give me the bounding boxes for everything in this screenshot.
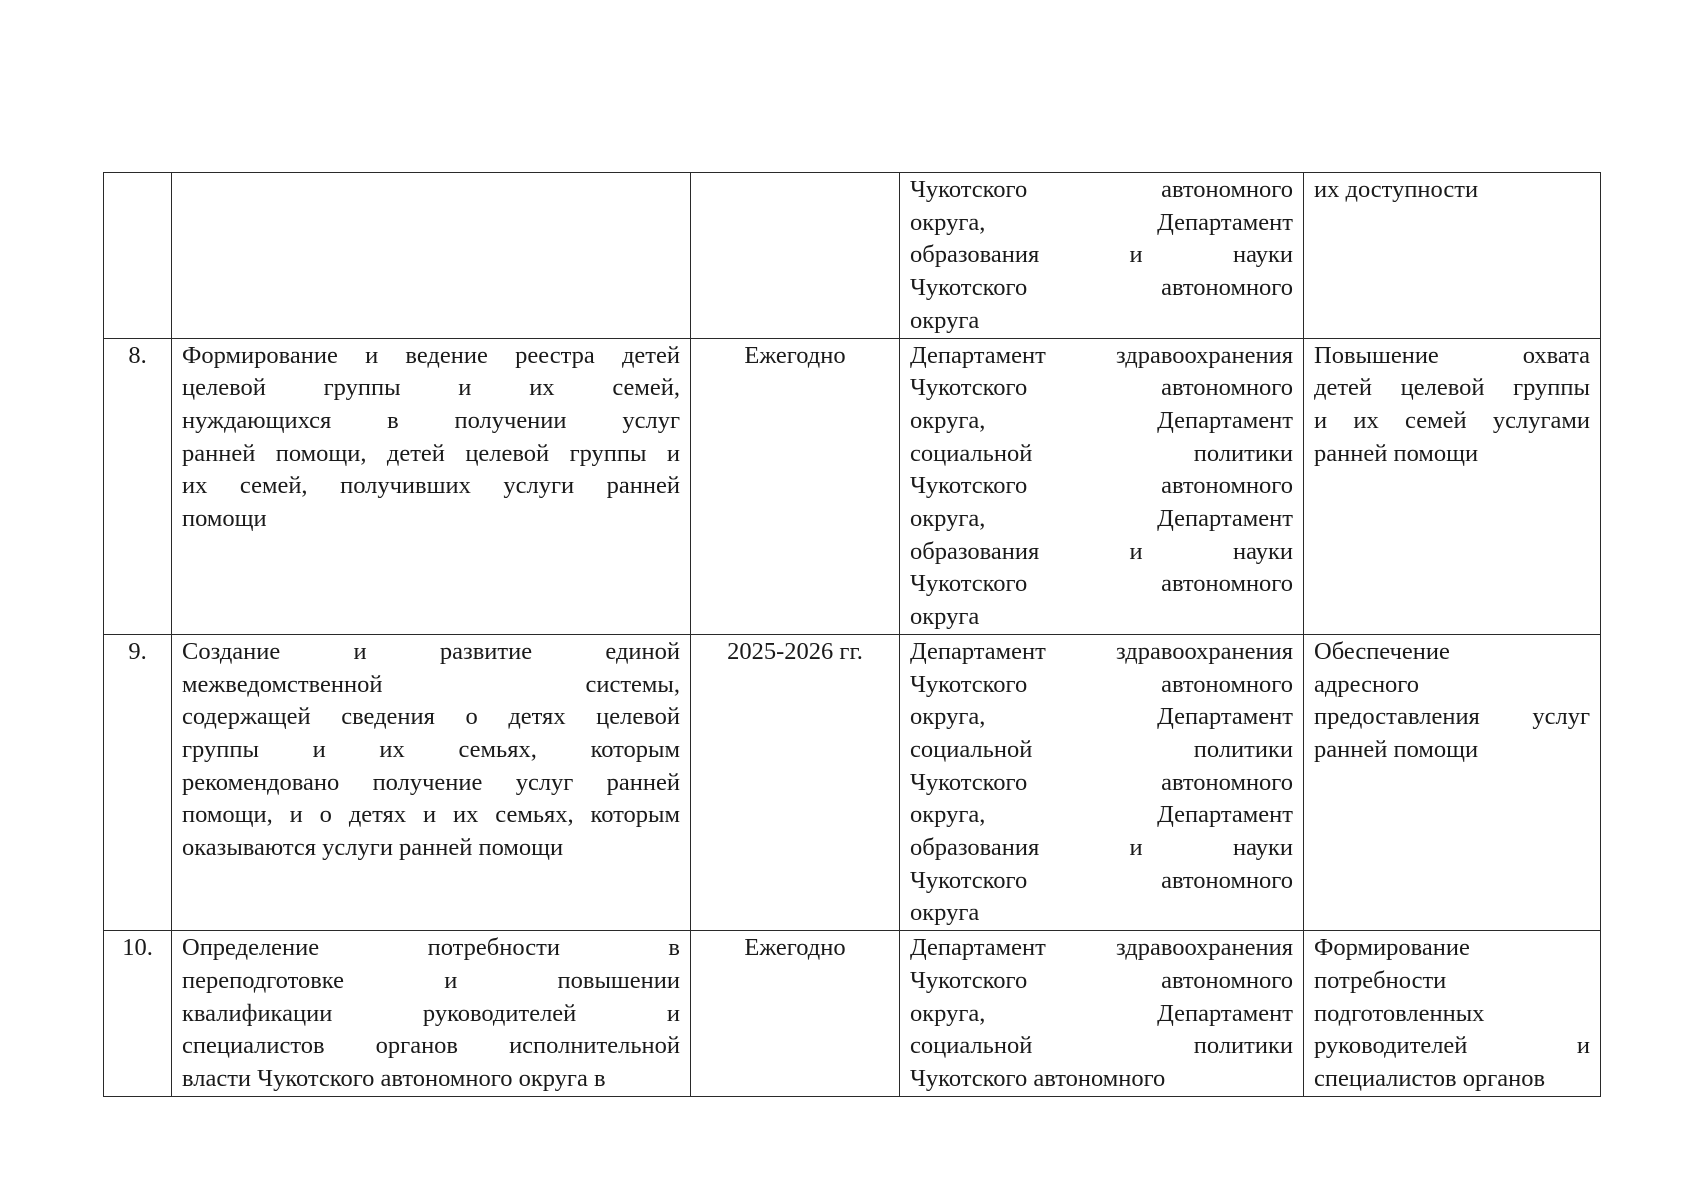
measure-cell-line: группы и их семьях, которым	[182, 735, 680, 763]
row-number-cell: 9.	[104, 634, 172, 930]
result-cell	[1304, 173, 1601, 339]
result-cell-line: предоставления услуг	[1314, 703, 1590, 731]
term-cell	[691, 173, 900, 339]
executor-cell-line: Чукотского автономного	[910, 866, 1293, 894]
measure-cell-line: рекомендовано получение услуг ранней	[182, 768, 680, 796]
result-cell-line: ранней помощи	[1314, 439, 1479, 467]
executor-cell-line: округа, Департамент	[910, 208, 1293, 236]
result-cell-line: и их семей услугами	[1314, 406, 1590, 434]
executor-cell-line: Департамент здравоохранения	[910, 637, 1293, 665]
executor-cell-line: образования и науки	[910, 834, 1293, 862]
measure-cell-line: нуждающихся в получении услуг	[182, 406, 680, 434]
executor-cell-line: социальной политики	[910, 1032, 1293, 1060]
executor-cell-line: округа, Департамент	[910, 406, 1293, 434]
measure-cell-line: ранней помощи, детей целевой группы и	[182, 439, 680, 467]
measure-cell-line: помощи, и о детях и их семьях, которым	[182, 801, 680, 829]
measure-cell-line: целевой группы и их семей,	[182, 374, 680, 402]
measure-cell-line: Создание и развитие единой	[182, 637, 680, 665]
executor-cell-line: округа	[910, 603, 980, 631]
result-cell-line: детей целевой группы	[1314, 374, 1590, 402]
measure-cell-line: Определение потребности в	[182, 934, 680, 962]
executor-cell	[900, 931, 1304, 1097]
executor-cell-line: образования и науки	[910, 537, 1293, 565]
result-cell-line: специалистов органов	[1314, 1064, 1546, 1092]
executor-cell-line: социальной политики	[910, 439, 1293, 467]
row-number-cell	[104, 173, 172, 339]
executor-cell-line: Чукотского автономного	[910, 966, 1293, 994]
table-row	[104, 173, 1601, 339]
term-cell: Ежегодно	[691, 931, 900, 1097]
measure-cell-line: переподготовке и повышении	[182, 966, 680, 994]
executor-cell-line: образования и науки	[910, 241, 1293, 269]
measures-table	[103, 172, 1601, 1097]
measure-cell-line: власти Чукотского автономного округа в	[182, 1064, 606, 1092]
executor-cell-line: округа	[910, 899, 980, 927]
measure-cell	[172, 338, 691, 634]
measure-cell-line: их семей, получивших услуги ранней	[182, 472, 680, 500]
executor-cell	[900, 338, 1304, 634]
executor-cell-line: Департамент здравоохранения	[910, 934, 1293, 962]
measure-cell	[172, 634, 691, 930]
executor-cell-line: Чукотского автономного	[910, 570, 1293, 598]
result-cell-line: Обеспечение	[1314, 637, 1450, 665]
executor-cell-line: Чукотского автономного	[910, 1064, 1166, 1092]
executor-cell-line: Чукотского автономного	[910, 374, 1293, 402]
executor-cell-line: округа, Департамент	[910, 703, 1293, 731]
result-cell-line: их доступности	[1314, 176, 1479, 203]
measures-table-body	[104, 173, 1601, 1097]
measure-cell	[172, 931, 691, 1097]
measure-cell-line: квалификации руководителей и	[182, 999, 680, 1027]
measure-cell-line: Формирование и ведение реестра детей	[182, 341, 680, 369]
result-cell	[1304, 634, 1601, 930]
measure-cell-line: помощи	[182, 505, 267, 533]
result-cell-line: Формирование	[1314, 934, 1470, 962]
executor-cell-line: Чукотского автономного	[910, 274, 1293, 302]
measure-cell-line: специалистов органов исполнительной	[182, 1032, 680, 1060]
executor-cell	[900, 634, 1304, 930]
result-cell-line: адресного	[1314, 670, 1419, 698]
result-cell-line: подготовленных	[1314, 999, 1485, 1027]
row-number-cell: 8.	[104, 338, 172, 634]
executor-cell-line: Департамент здравоохранения	[910, 341, 1293, 369]
measure-cell	[172, 173, 691, 339]
measure-cell-line: межведомственной системы,	[182, 670, 680, 698]
executor-cell-line: Чукотского автономного	[910, 768, 1293, 796]
executor-cell-line: округа, Департамент	[910, 801, 1293, 829]
result-cell-line: потребности	[1314, 966, 1447, 994]
executor-cell	[900, 173, 1304, 339]
executor-cell-line: округа, Департамент	[910, 505, 1293, 533]
executor-cell-line: округа	[910, 306, 980, 334]
table-row	[104, 931, 1601, 1097]
term-cell: 2025-2026 гг.	[691, 634, 900, 930]
executor-cell-line: Чукотского автономного	[910, 176, 1293, 203]
row-number-cell: 10.	[104, 931, 172, 1097]
result-cell	[1304, 931, 1601, 1097]
executor-cell-line: социальной политики	[910, 735, 1293, 763]
table-row	[104, 634, 1601, 930]
result-cell-line: ранней помощи	[1314, 735, 1479, 763]
result-cell	[1304, 338, 1601, 634]
term-cell: Ежегодно	[691, 338, 900, 634]
executor-cell-line: округа, Департамент	[910, 999, 1293, 1027]
executor-cell-line: Чукотского автономного	[910, 670, 1293, 698]
measure-cell-line: содержащей сведения о детях целевой	[182, 703, 680, 731]
result-cell-line: руководителей и	[1314, 1032, 1590, 1060]
table-row	[104, 338, 1601, 634]
measure-cell-line: оказываются услуги ранней помощи	[182, 834, 564, 862]
result-cell-line: Повышение охвата	[1314, 341, 1590, 369]
executor-cell-line: Чукотского автономного	[910, 472, 1293, 500]
